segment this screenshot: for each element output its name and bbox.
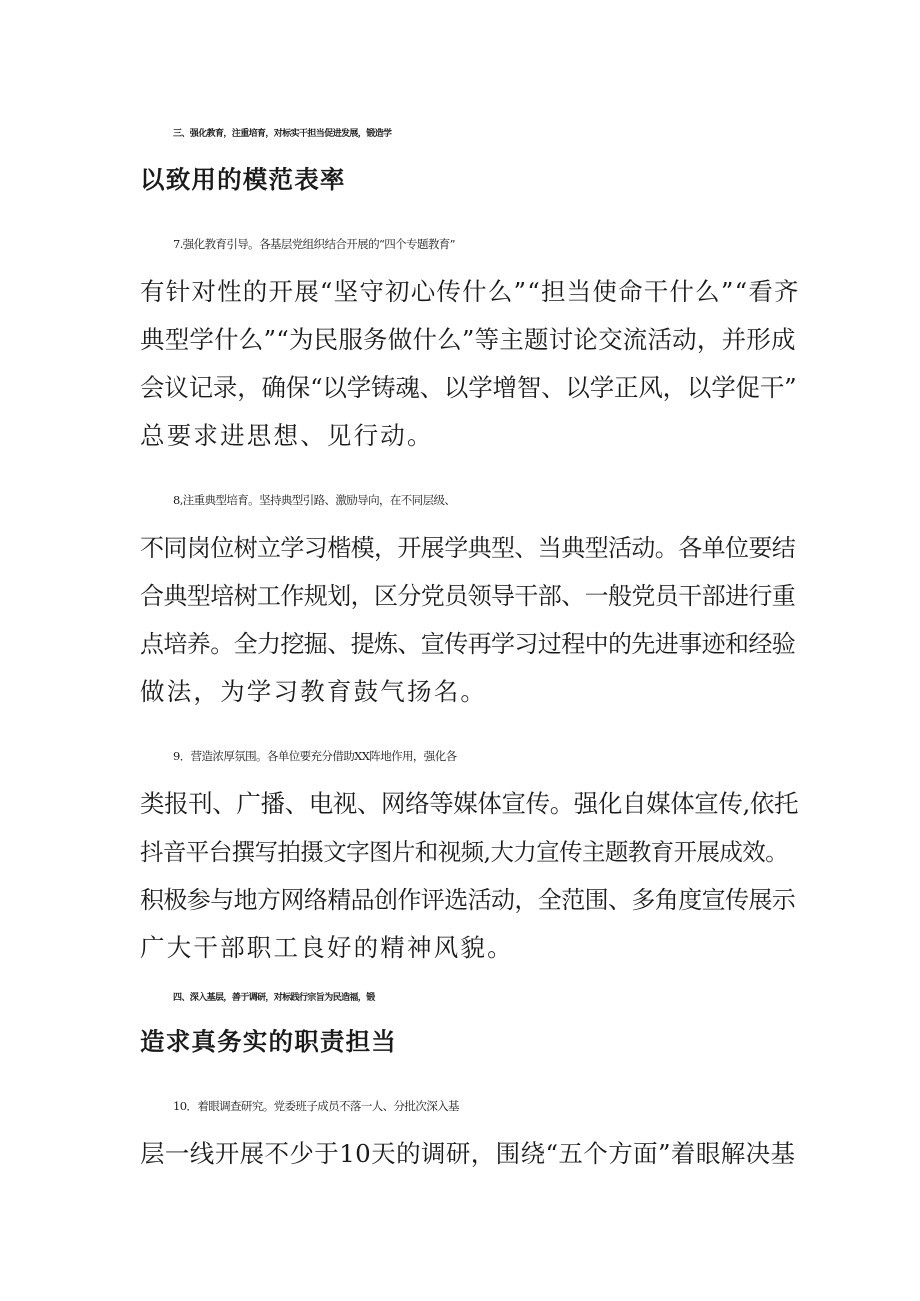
paragraph-10-line-1: 10．着眼调查研究。党委班子成员不落一人、分批次深入基 xyxy=(173,1099,459,1113)
paragraph-7-line-1: 7.强化教育引导。各基层党组织结合开展的“四个专题教育” xyxy=(173,237,455,251)
paragraph-7-line-5: 总要求进思想、见行动。 xyxy=(140,421,434,450)
section-heading-4-line-1: 四、深入基层，善于调研，对标践行宗旨为民造福，锻 xyxy=(173,993,375,1003)
section-heading-4-line-2: 造求真务实的职责担当 xyxy=(140,1027,397,1056)
paragraph-8-line-5: 做法，为学习教育鼓气扬名。 xyxy=(140,677,488,706)
paragraph-7-line-2: 有针对性的开展“坚守初心传什么”“担当使命干什么”“看齐 xyxy=(140,277,800,306)
section-heading-3-line-2: 以致用的模范表率 xyxy=(140,165,346,194)
paragraph-9-line-4: 积极参与地方网络精品创作评选活动，全范围、多角度宣传展示 xyxy=(140,886,796,914)
paragraph-9-line-5: 广大干部职工良好的精神风貌。 xyxy=(140,933,514,962)
paragraph-8-line-2: 不同岗位树立学习楷模，开展学典型、当典型活动。各单位要结 xyxy=(140,534,796,562)
paragraph-7-line-3: 典型学什么”“为民服务做什么”等主题讨论交流活动，并形成 xyxy=(140,325,796,354)
paragraph-9-line-2: 类报刊、广播、电视、网络等媒体宣传。强化自媒体宣传,依托 xyxy=(140,789,799,818)
section-heading-3-line-1: 三、强化教育，注重培育，对标实干担当促进发展，锻造学 xyxy=(173,129,392,139)
paragraph-9-line-3: 抖音平台撰写拍摄文字图片和视频,大力宣传主题教育开展成效。 xyxy=(140,838,789,866)
paragraph-8-line-1: 8,注重典型培育。坚持典型引路、激励导向，在不同层级、 xyxy=(173,493,456,507)
paragraph-7-line-4: 会议记录，确保“以学铸魂、以学增智、以学正风，以学促干” xyxy=(140,373,797,402)
paragraph-10-line-2: 层一线开展不少于10天的调研，围绕“五个方面”着眼解决基 xyxy=(140,1139,796,1168)
paragraph-8-line-4: 点培养。全力挖掘、提炼、宣传再学习过程中的先进事迹和经验 xyxy=(140,630,796,658)
paragraph-8-line-3: 合典型培树工作规划，区分党员领导干部、一般党员干部进行重 xyxy=(140,582,796,610)
paragraph-9-line-1: 9．营造浓厚氛围。各单位要充分借助XX阵地作用，强化各 xyxy=(173,749,457,763)
